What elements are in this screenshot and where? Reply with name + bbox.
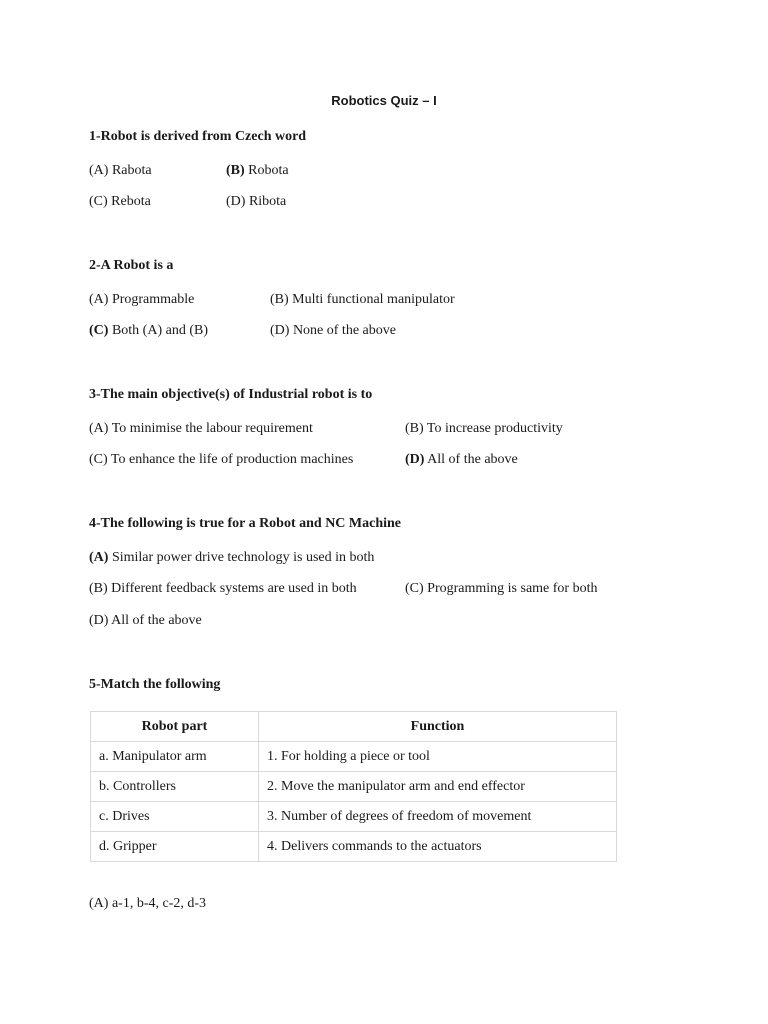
table-cell-function: 3. Number of degrees of freedom of movement <box>259 802 617 832</box>
q1-option-c: (C) Rebota <box>89 194 151 209</box>
q2-option-b: (B) Multi functional manipulator <box>270 292 455 307</box>
table-cell-function: 2. Move the manipulator arm and end effector <box>259 772 617 802</box>
table-cell-part: b. Controllers <box>91 772 259 802</box>
q3-option-a: (A) To minimise the labour requirement <box>89 421 313 436</box>
q2-option-a: (A) Programmable <box>89 292 195 307</box>
table-header-row <box>91 712 617 742</box>
q3-option-c: (C) To enhance the life of production machines <box>89 452 354 467</box>
table-row <box>91 832 617 862</box>
table-cell-function: 4. Delivers commands to the actuators <box>259 832 617 862</box>
table-row <box>91 772 617 802</box>
question-2: 2-A Robot is a <box>89 258 174 273</box>
quiz-title: Robotics Quiz – I <box>331 93 437 108</box>
table-row <box>91 802 617 832</box>
table-cell-part: c. Drives <box>91 802 259 832</box>
q5-option-a: (A) a-1, b-4, c-2, d-3 <box>89 896 207 911</box>
question-4: 4-The following is true for a Robot and NC Machine <box>89 516 402 531</box>
q1-option-d: (D) Ribota <box>226 194 287 209</box>
table-header-function: Function <box>259 712 617 742</box>
table-cell-function: 1. For holding a piece or tool <box>259 742 617 772</box>
q1-option-a: (A) Rabota <box>89 163 152 178</box>
q2-option-c: (C) Both (A) and (B) <box>89 323 208 338</box>
table-header-robot-part: Robot part <box>91 712 259 742</box>
question-5: 5-Match the following <box>89 677 221 692</box>
q1-option-b: (B) Robota <box>226 163 289 178</box>
question-1: 1-Robot is derived from Czech word <box>89 129 307 144</box>
match-table <box>90 711 617 862</box>
table-row <box>91 742 617 772</box>
question-3: 3-The main objective(s) of Industrial robot is to <box>89 387 373 402</box>
q4-option-a: (A) Similar power drive technology is used in both <box>89 550 375 565</box>
q2-option-d: (D) None of the above <box>270 323 396 338</box>
q4-option-b: (B) Different feedback systems are used in both <box>89 581 357 596</box>
q4-option-c: (C) Programming is same for both <box>405 581 598 596</box>
q4-option-d: (D) All of the above <box>89 613 202 628</box>
q3-option-b: (B) To increase productivity <box>405 421 563 436</box>
table-cell-part: d. Gripper <box>91 832 259 862</box>
q3-option-d: (D) All of the above <box>405 452 518 467</box>
table-cell-part: a. Manipulator arm <box>91 742 259 772</box>
